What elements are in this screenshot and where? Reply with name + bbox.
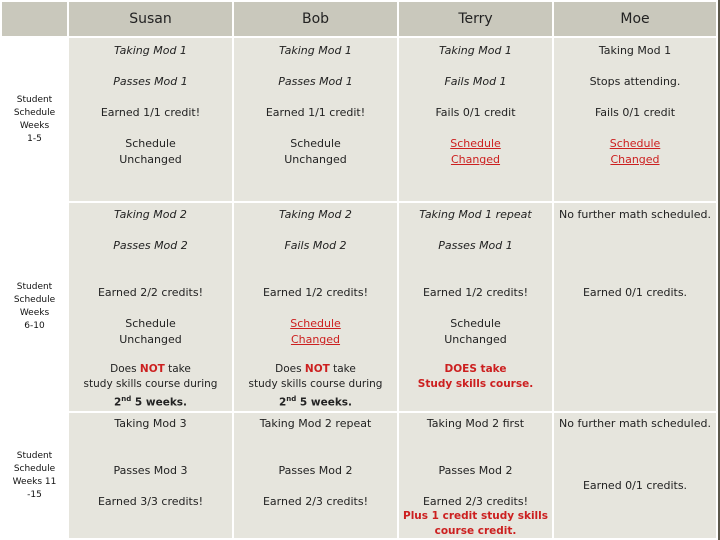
cell-susan-weeks-6-10 xyxy=(68,202,233,412)
cell-text-schedule: Schedule xyxy=(450,317,501,330)
ordinal-suffix: nd xyxy=(286,395,297,403)
note-part: Does NOT take xyxy=(110,363,191,375)
cell-bob-weeks-6-10 xyxy=(233,202,398,412)
ordinal-suffix: nd xyxy=(121,395,132,403)
row-label-line: 6-10 xyxy=(24,321,45,331)
cell-text-result: Passes Mod 2 xyxy=(278,464,353,477)
cell-text-taking: Taking Mod 1 xyxy=(114,44,187,57)
row-label-line: Schedule xyxy=(13,463,56,474)
cell-text-taking: Taking Mod 1 xyxy=(439,44,512,57)
cell-text-schedule-status: Unchanged xyxy=(119,333,182,346)
cell-text-credit: Earned 3/3 credits! xyxy=(97,495,204,508)
table-row-weeks-1-5 xyxy=(1,37,717,202)
cell-text-schedule: Schedule xyxy=(609,137,661,150)
cell-text-schedule-status: Unchanged xyxy=(284,153,347,166)
cell-bob-weeks-11-15 xyxy=(233,412,398,539)
cell-text-schedule-status: Changed xyxy=(450,153,501,166)
cell-text-taking: Taking Mod 2 first xyxy=(426,417,525,430)
cell-text-credit: Earned 0/1 credits. xyxy=(582,479,688,492)
study-skills-note-line: Study skills course. xyxy=(417,378,534,390)
cell-text-result: Fails Mod 2 xyxy=(284,239,347,252)
row-label-line: Schedule xyxy=(13,295,56,305)
study-skills-credit-note: Plus 1 credit study skills xyxy=(403,510,548,522)
cell-text-credit: Earned 2/2 credits! xyxy=(97,286,204,299)
cell-text-taking: Taking Mod 2 repeat xyxy=(259,417,372,430)
row-label-line: Weeks xyxy=(19,120,50,131)
cell-susan-weeks-1-5 xyxy=(68,37,233,202)
cell-text-credit: Earned 1/1 credit! xyxy=(100,106,201,119)
cell-susan-weeks-11-15 xyxy=(68,412,233,539)
cell-text-result: Passes Mod 3 xyxy=(113,464,188,477)
study-skills-note-line: 2nd 5 weeks. xyxy=(278,395,353,409)
column-header-bob: Bob xyxy=(233,1,398,37)
cell-terry-weeks-6-10 xyxy=(398,202,553,412)
cell-text-result: Passes Mod 2 xyxy=(113,239,188,252)
cell-text-no-math: No further math scheduled. xyxy=(559,417,711,430)
cell-terry-weeks-1-5 xyxy=(398,37,553,202)
study-skills-note-line: study skills course during xyxy=(83,378,218,390)
row-label-weeks-11-15 xyxy=(1,412,68,539)
study-skills-note-line: 2nd 5 weeks. xyxy=(113,395,188,409)
study-skills-note: DOES take xyxy=(444,363,507,375)
cell-text-schedule-status: Unchanged xyxy=(444,333,507,346)
cell-text-result: Passes Mod 1 xyxy=(278,75,353,88)
note-part: Does NOT take xyxy=(275,363,356,375)
cell-text-result: Passes Mod 2 xyxy=(438,464,513,477)
row-label-line: Weeks 11 xyxy=(12,476,57,487)
cell-text-schedule-status: Changed xyxy=(610,153,660,166)
cell-text-schedule: Schedule xyxy=(450,137,501,150)
cell-moe-weeks-11-15 xyxy=(553,412,717,539)
cell-text-result: Stops attending. xyxy=(589,75,681,88)
corner-cell xyxy=(1,1,68,37)
row-label-line: -15 xyxy=(27,489,42,500)
cell-text-credit: Earned 1/2 credits! xyxy=(262,286,369,299)
cell-text-taking: Taking Mod 2 xyxy=(279,208,352,221)
header-row xyxy=(1,1,717,37)
cell-text-taking: Taking Mod 1 xyxy=(279,44,352,57)
column-header-moe: Moe xyxy=(553,1,717,37)
cell-text-schedule-status: Changed xyxy=(290,333,341,346)
cell-terry-weeks-11-15 xyxy=(398,412,553,539)
cell-text-credit: Earned 0/1 credits. xyxy=(582,286,688,299)
cell-text-schedule: Schedule xyxy=(290,317,341,330)
cell-text-result: Passes Mod 1 xyxy=(438,239,513,252)
row-label-weeks-6-10 xyxy=(1,202,68,412)
column-header-terry: Terry xyxy=(398,1,553,37)
cell-text-credit: Earned 2/3 credits! xyxy=(422,495,529,508)
cell-text-no-math: No further math scheduled. xyxy=(559,208,711,221)
cell-text-schedule: Schedule xyxy=(125,317,176,330)
table-row-weeks-6-10 xyxy=(1,202,717,412)
cell-text-taking: Taking Mod 1 xyxy=(598,44,672,57)
row-label-line: Student xyxy=(16,94,53,105)
cell-text-result: Passes Mod 1 xyxy=(113,75,188,88)
table-row-weeks-11-15 xyxy=(1,412,717,539)
study-skills-note xyxy=(71,362,230,377)
row-label-line: Schedule xyxy=(13,107,56,118)
cell-text-credit: Earned 1/2 credits! xyxy=(422,286,529,299)
row-label-line: Weeks xyxy=(19,308,50,318)
not-emphasis: NOT xyxy=(304,363,330,375)
cell-text-schedule: Schedule xyxy=(290,137,341,150)
cell-text-taking: Taking Mod 2 xyxy=(114,208,187,221)
cell-text-credit: Earned 2/3 credits! xyxy=(262,495,369,508)
study-skills-note-line: study skills course during xyxy=(248,378,383,390)
row-label-line: 1-5 xyxy=(27,133,42,144)
cell-moe-weeks-6-10 xyxy=(553,202,717,412)
row-label-line: Student xyxy=(16,450,53,461)
cell-text-credit: Fails 0/1 credit xyxy=(594,106,676,119)
cell-text-result: Fails Mod 1 xyxy=(444,75,507,88)
cell-text-credit: Earned 1/1 credit! xyxy=(265,106,366,119)
cell-moe-weeks-1-5 xyxy=(553,37,717,202)
row-label-weeks-1-5 xyxy=(1,37,68,202)
cell-text-schedule: Schedule xyxy=(125,137,176,150)
cell-text-taking: Taking Mod 1 repeat xyxy=(419,208,532,221)
row-label-line: Student xyxy=(16,282,53,292)
cell-text-taking: Taking Mod 3 xyxy=(114,417,187,430)
not-emphasis: NOT xyxy=(139,363,165,375)
cell-text-credit: Fails 0/1 credit xyxy=(435,106,516,119)
cell-bob-weeks-1-5 xyxy=(233,37,398,202)
column-header-susan: Susan xyxy=(68,1,233,37)
study-skills-note xyxy=(236,362,395,377)
study-skills-credit-note-line: course credit. xyxy=(434,525,517,537)
cell-text-schedule-status: Unchanged xyxy=(119,153,182,166)
